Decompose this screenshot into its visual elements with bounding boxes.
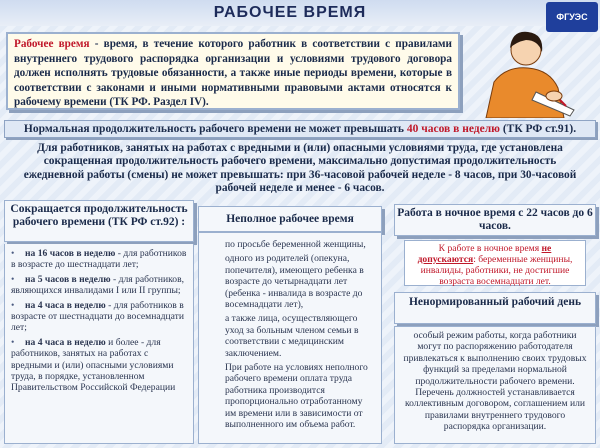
normal-hours-banner — [4, 120, 596, 138]
part-time-heading: Неполное рабочее время — [198, 206, 382, 232]
reduced-time-list — [4, 244, 194, 444]
norm-suffix: (ТК РФ ст.91). — [499, 123, 577, 135]
woman-writing-illustration — [466, 22, 596, 118]
definition-box — [6, 32, 460, 110]
definition-text: - время, в течение которого работник в соответствии с правилами внутреннего трудового распорядка организации и условиями трудового договора должен исполнять трудовые обязанности, а также иные периоды времени, которые в соответствии с законами и иными нормативными правовыми актами относятся к рабочему времени (ТК РФ. Раздел IV). — [14, 38, 452, 109]
part-time-line: одного из родителей (опекуна, попечителя), имеющего ребенка в возрасте до четырнадцати лет (ребенка - инвалида в возрасте до восемнадцати лет), — [225, 253, 364, 311]
norm-highlight: 40 часов в неделю — [406, 123, 500, 135]
list-item: • на 16 часов в неделю - для работников в возрасте до шестнадцати лет; — [11, 248, 187, 271]
night-line1: К работе в ночное время — [438, 243, 540, 254]
part-time-line: по просьбе беременной женщины, — [225, 239, 366, 250]
night-bold: не допускаются — [417, 243, 552, 265]
logo: ФГУЭС — [546, 2, 598, 32]
night-line2: : беременные женщины, инвалиды, работники, не достигшие возраста восемнадцати лет. — [420, 254, 573, 287]
night-work-body — [404, 240, 586, 286]
hazard-paragraph: Для работников, занятых на работах с вредными и (или) опасными условиями труда, где установлена сокращенная продолжительность рабочего времени, максимально допустимая продолжительность ежедневной работы (смены) не может превышать: при 36-часовой рабочей неделе - 8 часов, при 30-часовой рабочей неделе и менее - 6 часов. — [23, 142, 577, 195]
night-work-heading: Работа в ночное время с 22 часов до 6 часов. — [394, 204, 596, 236]
part-time-line: При работе на условиях неполного рабочего времени оплата труда работника производится пропорционально отработанному им времени или в зависимости от выполненного им объема работ. — [225, 362, 368, 431]
list-item: • на 4 часа в неделю - для работников в возрасте от шестнадцати до восемнадцати лет; — [11, 299, 184, 334]
list-item: • на 4 часа в неделю и более - для работников, занятых на работах с вредными и (или) опасными условиями труда, в порядке, установленном Правительством Российской Федерации — [11, 336, 176, 394]
page-title: РАБОЧЕЕ ВРЕМЯ — [213, 4, 367, 21]
definition-term: Рабочее время — [14, 38, 90, 50]
part-time-line: а также лица, осуществляющего уход за больным членом семьи в соответствии с медицинским заключением. — [225, 313, 359, 359]
part-time-body — [198, 232, 382, 444]
irregular-day-heading: Ненормированный рабочий день — [394, 292, 596, 324]
irregular-day-body: особый режим работы, когда работники могут по распоряжению работодателя привлекаться к выполнению своих трудовых функций за пределами нормальной продолжительности рабочего времени. Перечень должностей устанавливается коллективным договором, соглашением или правилами внутреннего трудового распорядка организации. — [394, 326, 596, 444]
norm-prefix: Нормальная продолжительность рабочего времени не может превышать — [23, 123, 407, 135]
list-item: • на 5 часов в неделю - для работников, являющихся инвалидами I или II группы; — [11, 273, 185, 297]
reduced-time-heading: Сокращается продолжительность рабочего времени (ТК РФ ст.92) : — [4, 200, 194, 242]
